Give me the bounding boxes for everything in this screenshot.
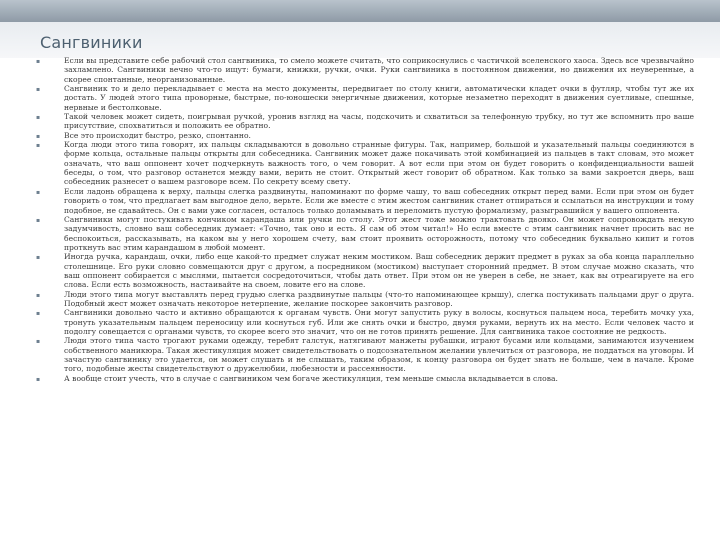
bullet-text: Если вы представите себе рабочий стол сангвиника, то смело можете считать, что соприкоснулись с частичкой вселенского хаоса. Здесь все чрезвычайно захламлено. Сангвиники вечно что-то ищут: бумаги, книжки, ручки, очки. Руки сангвиника в постоянном движении, но движения их неуверенные, а скорее спонтанные, неорганизованные. [64, 56, 694, 84]
bullet-text: Иногда ручка, карандаш, очки, либо еще какой-то предмет служат неким мостиком. Ваш собеседник держит предмет в руках за оба конца параллельно столешнице. Его руки словно совмещаются друг с другом, а посредником (мостиком) выступает сторонний предмет. В этом случае можно сказать, что ваш оппонент собирается с мыслями, пытается сосредоточиться, чтобы дать ответ. При этом он не уверен в себе, не знает, как вы отреагируете на его слова. Если есть возможность, настаивайте на своем, ловите его на слове. [64, 252, 694, 290]
bullet-text: Сангвиники могут постукивать кончиком карандаша или ручки по столу. Этот жест тоже можно трактовать двояко. Он может сопровождать некую задумчивость, словно ваш собеседник думает: «Точно, так оно и есть. Я сам об этом читал!» Но если вместе с этим сангвиник начнет просить вас не беспокоиться, рассказывать, на каком вы у него хорошем счету, вам стоит проявить осторожность, потому что собеседник буквально кипит и готов проткнуть вас этим карандашом в любой момент. [64, 214, 694, 252]
bullet-marker-icon: ▪ [36, 254, 41, 262]
bullet-marker-icon: ▪ [36, 310, 41, 318]
bullet-item [36, 140, 694, 187]
bullet-item [36, 308, 694, 336]
bullet-marker-icon: ▪ [36, 216, 41, 224]
slide-title: Сангвиники [40, 33, 143, 52]
bullet-marker-icon: ▪ [36, 291, 41, 299]
bullet-text: Когда люди этого типа говорят, их пальцы складываются в довольно странные фигуры. Так, например, большой и указательный пальцы соединяются в форме кольца, остальные пальцы открыты для собеседника. Сангвиник может даже покачивать этой комбинацией из пальцев в такт словам, это может означать, что ваш оппонент хочет подчеркнуть важность того, о чем говорит. А вот если при этом он будет говорить о конфиденциальности вашей беседы, о том, что разговор останется между вами, верить не стоит. Открытый жест говорит об обратном. Как только за вами закроется дверь, ваш собеседник разнесет о вашем разговоре всем. По секрету всему свету. [64, 140, 694, 187]
bullet-text: Такой человек может сидеть, поигрывая ручкой, уронив взгляд на часы, подскочить и схватиться за телефонную трубку, но тут же вспомнить про ваше присутствие, спохватиться и положить ее обратно. [64, 112, 694, 131]
bullet-item [36, 112, 694, 131]
bullet-text: Люди этого типа часто трогают руками одежду, теребят галстук, натягивают манжеты рубашки, играют бусами или кольцами, занимаются изучением собственного маникюра. Такая жестикуляция может свидетельствовать о подсознательном желании увлечиться от разговора, не поддаться на уговоры. И зачастую сангвинику это удается, он может слушать и не слышать, таким образом, к концу разговора он будет знать не больше, чем в начале. Кроме того, подобные жесты свидетельствуют о дружелюбии, любезности и рассеянности. [64, 336, 694, 374]
bullet-text: А вообще стоит учесть, что в случае с сангвиником чем богаче жестикуляция, тем меньше смысла вкладывается в слова. [64, 373, 558, 383]
title-bar-band [0, 0, 720, 22]
bullet-text: Сангвиники довольно часто и активно обращаются к органам чувств. Они могут запустить руку в волосы, коснуться пальцем носа, теребить мочку уха, тронуть указательным пальцем переносицу или коснуться губ. Или же снять очки и быстро, двумя руками, вернуть их на место. Если человек часто и подолгу совещается с органами чувств, то скорее всего это значит, что он не готов принять решение. Для сангвиника такое состояние не редкость. [64, 308, 694, 336]
bullet-marker-icon: ▪ [36, 375, 41, 383]
bullet-item [36, 187, 694, 215]
bullet-marker-icon: ▪ [36, 132, 41, 140]
bullet-marker-icon: ▪ [36, 338, 41, 346]
bullet-text: Если ладонь обращена к верху, пальцы слегка раздвинуты, напоминают по форме чашу, то ваш собеседник открыт перед вами. Если при этом он будет говорить о том, что предлагает вам выгодное дело, верьте. Если же вместе с этим жестом сангвиник станет отпираться и ссылаться на инструкции и тому подобное, не сдавайтесь. Он с вами уже согласен, осталось только доламывать и переломить пустую формализму, разыгравшийся у вашего оппонента. [64, 186, 694, 215]
bullet-item [36, 215, 694, 252]
bullet-marker-icon: ▪ [36, 188, 41, 196]
bullet-text: Сангвиник то и дело перекладывает с места на место документы, передвигает по столу книги, автоматически кладет очки в футляр, чтобы тут же их достать. У людей этого типа проворные, быстрые, по-юношески энергичные движения, которые незаметно переходят в движения суетливые, спешные, нервные и бестолковые. [64, 84, 694, 112]
bullet-marker-icon: ▪ [36, 114, 41, 122]
bullet-marker-icon: ▪ [36, 86, 41, 94]
bullet-item [36, 252, 694, 289]
bullet-list [36, 56, 694, 383]
bullet-item [36, 84, 694, 112]
bullet-marker-icon: ▪ [36, 58, 41, 65]
bullet-text: Все это происходит быстро, резко, спонтанно. [64, 130, 251, 140]
bullet-item [36, 290, 694, 309]
bullet-item [36, 56, 694, 84]
bullet-item [36, 131, 694, 140]
bullet-marker-icon: ▪ [36, 142, 41, 150]
bullet-item [36, 336, 694, 373]
bullet-item [36, 374, 694, 383]
bullet-text: Люди этого типа могут выставлять перед грудью слегка раздвинутые пальцы (что-то напоминающее крышу), слегка постукивать пальцами друг о друга. Подобный жест может означать некоторое нетерпение, желание поскорее закончить разговор. [64, 289, 694, 308]
